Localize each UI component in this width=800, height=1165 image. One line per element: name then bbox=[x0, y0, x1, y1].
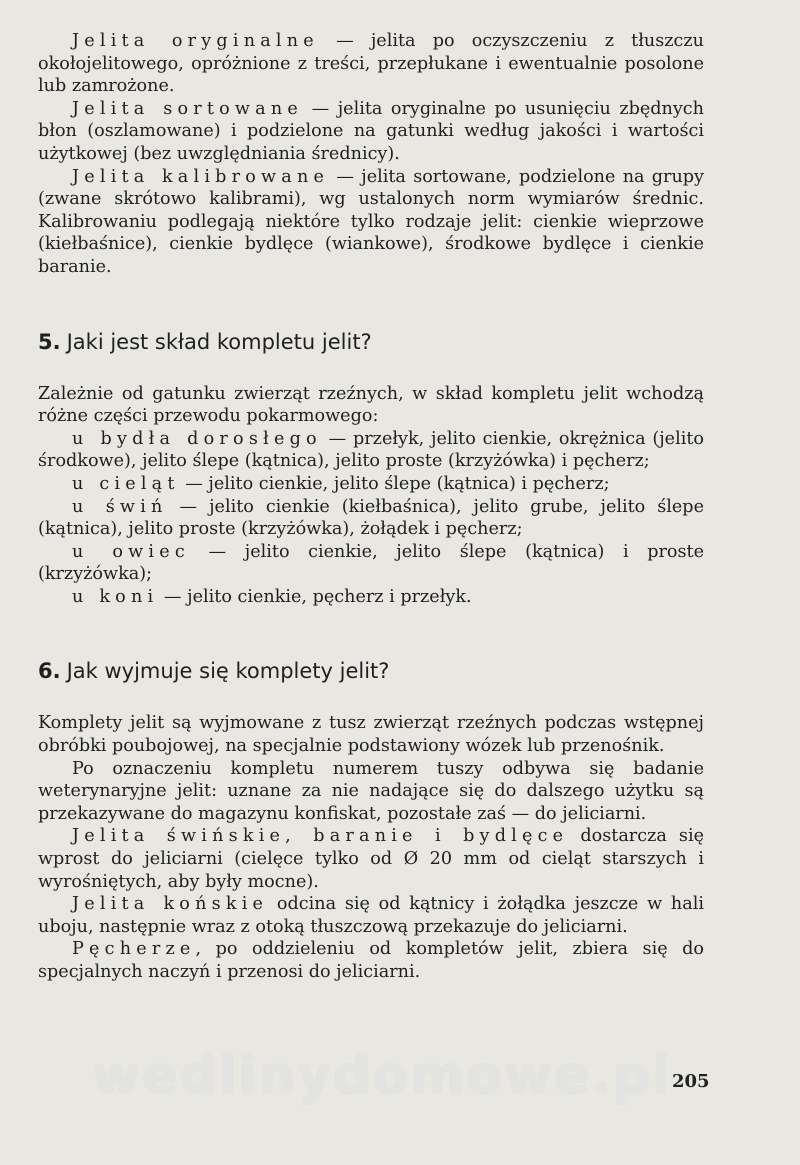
body-paragraph: Po oznaczeniu kompletu numerem tuszy odbywa się badanie weterynaryjne jelit: uznane za nie nadające się do dalszego użytku są przekazywane do magazynu konfiskat, pozostałe zaś — do jeliciarni. bbox=[38, 758, 704, 824]
item-term: u bydła dorosłego bbox=[72, 428, 322, 449]
item-term: u cieląt bbox=[72, 473, 180, 494]
list-item bbox=[38, 586, 704, 609]
definition-text: — jelita sortowane, podzielone na grupy (zwane skrótowo kalibrami), wg ustalonych norm wymiarów średnic. Kalibrowaniu podlegają niektóre tylko rodzaje jelit: cienkie wieprzowe (kiełbaśnice), cienkie bydlęce (wiankowe), środkowe bydlęce i cienkie baranie. bbox=[38, 166, 704, 277]
section-title bbox=[38, 658, 704, 684]
list-item bbox=[38, 473, 704, 496]
item-term: Jelita końskie bbox=[72, 894, 269, 915]
list-item bbox=[38, 428, 704, 473]
section-title-text: Jak wyjmuje się komplety jelit? bbox=[66, 659, 390, 684]
definition-term: Jelita kalibrowane bbox=[72, 166, 330, 187]
definition-text: — jelita po oczyszczeniu z tłuszczu okołojelitowego, opróżnione z treści, przepłukane i ewentualnie posolone lub zamrożone. bbox=[38, 31, 705, 97]
item-term: u owiec bbox=[72, 541, 190, 562]
list-item bbox=[38, 938, 704, 983]
page-body bbox=[38, 30, 704, 984]
list-item bbox=[38, 541, 704, 586]
section-lead-paragraph: Komplety jelit są wyjmowane z tusz zwierząt rzeźnych podczas wstępnej obróbki poubojowej, na specjalnie podstawiony wózek lub przenośnik. bbox=[38, 713, 704, 757]
page-number: 205 bbox=[672, 1071, 710, 1092]
item-text: — jelito cienkie, jelito ślepe (kątnica) i proste (krzyżówka); bbox=[38, 541, 704, 585]
section-heading bbox=[38, 329, 704, 355]
section-heading bbox=[38, 658, 704, 684]
section-number: 6. bbox=[38, 659, 61, 684]
definition-paragraph bbox=[38, 30, 704, 98]
section-title-text: Jaki jest skład kompletu jelit? bbox=[66, 329, 372, 354]
item-term: Pęcherze bbox=[72, 939, 196, 960]
watermark: wedlinydomowe.pl bbox=[92, 1046, 673, 1106]
definition-paragraph bbox=[38, 98, 704, 166]
item-text: , po oddzieleniu od kompletów jelit, zbiera się do specjalnych naczyń i przenosi do jeliciarni. bbox=[38, 939, 704, 982]
definition-text: — jelita oryginalne po usunięciu zbędnych błon (oszlamowane) i podzielone na gatunki według jakości i wartości użytkowej (bez uwzględniania średnicy). bbox=[38, 98, 704, 164]
item-text: — przełyk, jelito cienkie, okrężnica (jelito środkowe), jelito ślepe (kątnica), jelito proste (krzyżówka) i pęcherz; bbox=[38, 428, 704, 472]
list-item bbox=[38, 825, 704, 893]
list-item bbox=[38, 893, 704, 938]
item-text: — jelito cienkie, jelito ślepe (kątnica) i pęcherz; bbox=[179, 473, 610, 494]
section-title bbox=[38, 329, 704, 355]
item-text: — jelito cienkie (kiełbaśnica), jelito grube, jelito ślepe (kątnica), jelito proste (krzyżówka), żołądek i pęcherz; bbox=[38, 496, 704, 540]
list-item bbox=[38, 496, 704, 541]
definition-term: Jelita oryginalne bbox=[72, 31, 319, 51]
item-text: — jelito cienkie, pęcherz i przełyk. bbox=[158, 586, 472, 607]
section-number: 5. bbox=[38, 329, 61, 354]
definition-paragraph bbox=[38, 166, 704, 279]
definition-term: Jelita sortowane bbox=[72, 98, 304, 119]
item-term: Jelita świńskie, baranie i bydlęce bbox=[72, 826, 569, 847]
section-lead-paragraph: Zależnie od gatunku zwierząt rzeźnych, w skład kompletu jelit wchodzą różne części przewodu pokarmowego: bbox=[38, 383, 704, 427]
item-text: odcina się od kątnicy i żołądka jeszcze w hali uboju, następnie wraz z otoką tłuszczową przekazuje do jeliciarni. bbox=[38, 894, 704, 937]
item-text: dostarcza się wprost do jeliciarni (cielęce tylko od Ø 20 mm od cieląt starszych i wyrośniętych, aby były mocne). bbox=[38, 826, 704, 892]
item-term: u koni bbox=[72, 586, 159, 607]
item-term: u świń bbox=[72, 496, 168, 517]
